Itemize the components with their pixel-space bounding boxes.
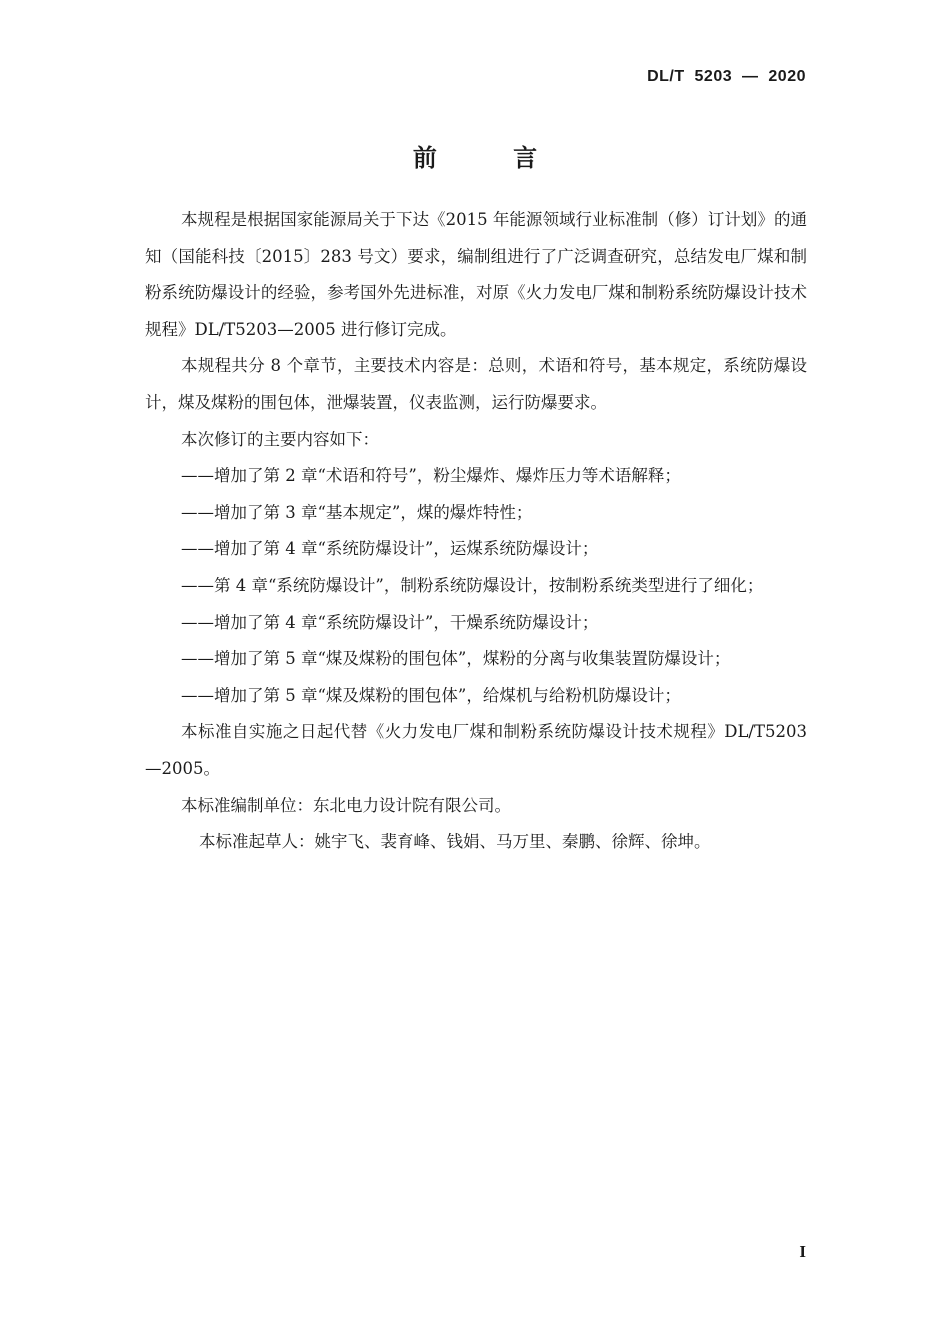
standard-code: DL/T 5203 — 2020 <box>647 68 806 85</box>
document-body <box>145 202 807 861</box>
revision-item: ——增加了第 5 章“煤及煤粉的围包体”，煤粉的分离与收集装置防爆设计； <box>181 649 731 669</box>
revision-item: ——第 4 章“系统防爆设计”，制粉系统防爆设计，按制粉系统类型进行了细化； <box>181 575 764 595</box>
paragraph-replacement: 本标准自实施之日起代替《火力发电厂煤和制粉系统防爆设计技术规程》DL/T5203—2005。 <box>145 722 807 778</box>
revision-item: ——增加了第 3 章“基本规定”，煤的爆炸特性； <box>181 502 533 522</box>
revision-item: ——增加了第 4 章“系统防爆设计”，干燥系统防爆设计； <box>181 612 599 632</box>
revision-item: ——增加了第 2 章“术语和符号”，粉尘爆炸、爆炸压力等术语解释； <box>181 466 681 486</box>
paragraph-drafters: 本标准起草人：姚宇飞、裴育峰、钱娟、马万里、秦鹏、徐辉、徐坤。 <box>199 832 711 852</box>
paragraph-revision-intro: 本次修订的主要内容如下： <box>181 429 379 449</box>
page-number: I <box>799 1242 806 1261</box>
page-title: 前 言 <box>412 144 572 172</box>
paragraph-basis: 本规程是根据国家能源局关于下达《2015 年能源领域行业标准制（修）订计划》的通知（国能科技〔2015〕283 号文）要求，编制组进行了广泛调查研究，总结发电厂煤和制粉系统防爆设计的经验，参考国外先进标准，对原《火力发电厂煤和制粉系统防爆设计技术规程》DL/T5203—2005 进行修订完成。 <box>145 210 807 339</box>
paragraph-drafting-unit: 本标准编制单位：东北电力设计院有限公司。 <box>181 795 511 815</box>
paragraph-structure: 本规程共分 8 个章节，主要技术内容是：总则，术语和符号，基本规定，系统防爆设计，煤及煤粉的围包体，泄爆装置，仪表监测，运行防爆要求。 <box>145 356 807 412</box>
revision-item: ——增加了第 5 章“煤及煤粉的围包体”，给煤机与给粉机防爆设计； <box>181 685 681 705</box>
revision-item: ——增加了第 4 章“系统防爆设计”，运煤系统防爆设计； <box>181 539 599 559</box>
